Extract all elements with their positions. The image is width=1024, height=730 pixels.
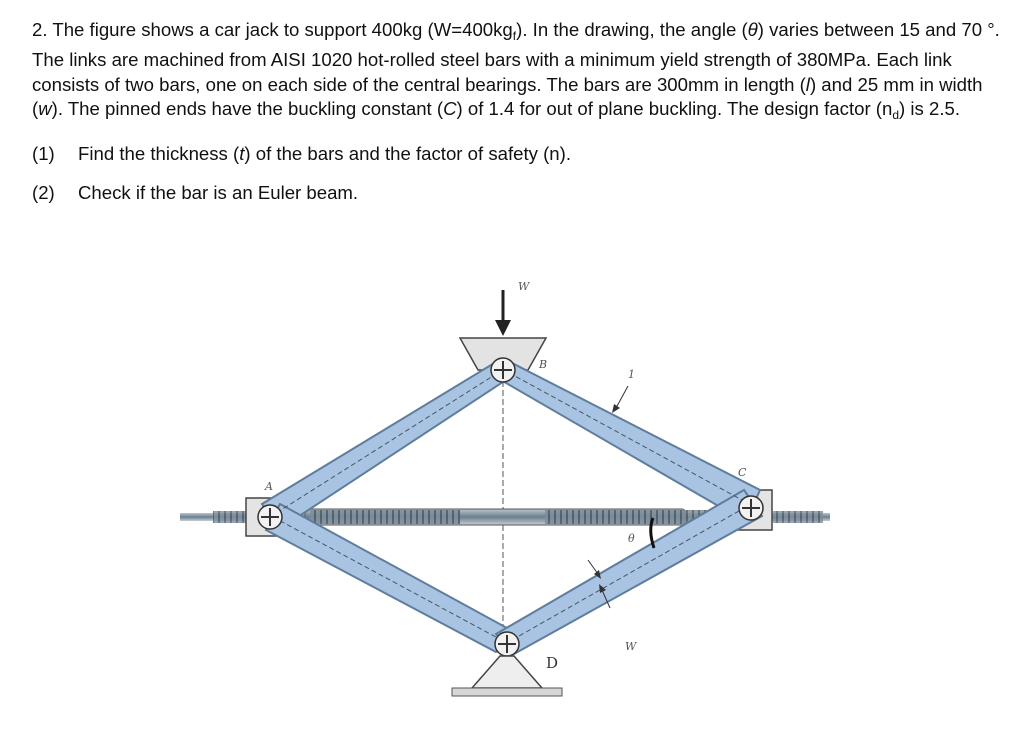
question-number: (2) bbox=[32, 181, 55, 203]
leader-1 bbox=[616, 386, 628, 408]
link-ad bbox=[266, 504, 518, 652]
label-c: C bbox=[738, 466, 747, 479]
problem-statement: 2. The figure shows a car jack to support 400kg $(W=400kg_f)$. In the drawing, the angle (θ) varies between 15 and 70 °. The links are machined from AISI 1020 hot-rolled steel bars with a minimum yield strength of 380MPa. Each link consists of two bars, one on each side of the central bearings. The bars are 300mm in length (l) and 25 mm in width (w). The pinned ends have the buckling constant (C) of 1.4 for out of plane buckling. The design factor $(n_d)$ is 2.5. bbox=[32, 19, 1000, 123]
pin-b-icon bbox=[491, 358, 515, 382]
question-text: Check if the bar is an Euler beam. bbox=[78, 181, 359, 203]
label-1: 1 bbox=[628, 368, 635, 381]
label-theta: θ bbox=[628, 532, 635, 545]
question-2 bbox=[32, 181, 1007, 205]
question-text: Find the thickness (t) of the bars and the factor of safety (n). bbox=[78, 142, 571, 164]
problem bbox=[32, 18, 1007, 205]
label-b: B bbox=[539, 358, 548, 371]
pin-a-icon bbox=[258, 505, 282, 529]
load-arrow-icon bbox=[495, 290, 511, 336]
pin-d-icon bbox=[495, 632, 519, 656]
links bbox=[262, 362, 762, 654]
label-w-top: W bbox=[518, 280, 530, 293]
question-1 bbox=[32, 142, 1007, 166]
pin-c-icon bbox=[739, 496, 763, 520]
label-a: A bbox=[265, 480, 273, 493]
label-w-low: W bbox=[625, 640, 637, 653]
car-jack-figure bbox=[170, 268, 840, 718]
label-d: D bbox=[546, 654, 559, 672]
question-number: (1) bbox=[32, 142, 55, 164]
